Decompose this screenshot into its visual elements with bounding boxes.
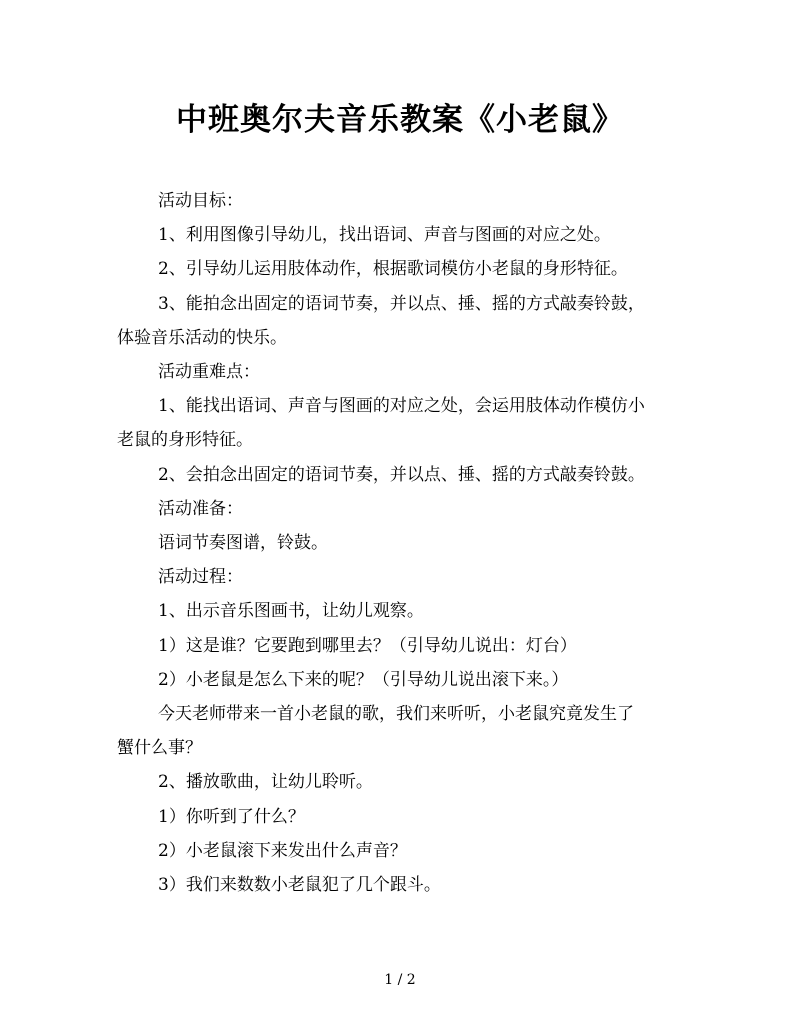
paragraph-line: 蟹什么事？ bbox=[117, 738, 202, 759]
paragraph-line: 2）小老鼠是怎么下来的呢？（引导幼儿说出滚下来。） bbox=[158, 669, 569, 690]
section-heading-key-points: 活动重难点： bbox=[158, 362, 260, 383]
paragraph-line: 1）你听到了什么？ bbox=[158, 806, 305, 827]
paragraph-line: 1、出示音乐图画书，让幼儿观察。 bbox=[158, 601, 424, 622]
page-number: 1 / 2 bbox=[384, 972, 416, 988]
section-heading-process: 活动过程： bbox=[158, 567, 243, 588]
paragraph-line: 2）小老鼠滚下来发出什么声音？ bbox=[158, 840, 407, 861]
document-body bbox=[117, 184, 677, 902]
paragraph-line: 1、利用图像引导幼儿，找出语词、声音与图画的对应之处。 bbox=[158, 225, 611, 246]
paragraph-line: 2、播放歌曲，让幼儿聆听。 bbox=[158, 772, 373, 793]
paragraph-line: 语词节奏图谱，铃鼓。 bbox=[158, 533, 328, 554]
paragraph-line: 2、引导幼儿运用肢体动作，根据歌词模仿小老鼠的身形特征。 bbox=[158, 259, 628, 280]
section-heading-preparation: 活动准备： bbox=[158, 498, 243, 519]
paragraph-line: 今天老师带来一首小老鼠的歌，我们来听听，小老鼠究竟发生了 bbox=[158, 704, 634, 725]
page-title: 中班奥尔夫音乐教案《小老鼠》 bbox=[176, 102, 624, 138]
paragraph-line: 3）我们来数数小老鼠犯了几个跟斗。 bbox=[158, 875, 441, 896]
paragraph-line: 体验音乐活动的快乐。 bbox=[117, 327, 287, 348]
paragraph-line: 1、能找出语词、声音与图画的对应之处，会运用肢体动作模仿小 bbox=[158, 396, 645, 417]
paragraph-line: 2、会拍念出固定的语词节奏，并以点、捶、摇的方式敲奏铃鼓。 bbox=[158, 464, 645, 485]
paragraph-line: 3、能拍念出固定的语词节奏，并以点、捶、摇的方式敲奏铃鼓， bbox=[158, 293, 645, 314]
paragraph-line: 老鼠的身形特征。 bbox=[117, 430, 253, 451]
section-heading-objectives: 活动目标： bbox=[158, 191, 243, 211]
paragraph-line: 1）这是谁？它要跑到哪里去？（引导幼儿说出：灯台） bbox=[158, 635, 577, 656]
